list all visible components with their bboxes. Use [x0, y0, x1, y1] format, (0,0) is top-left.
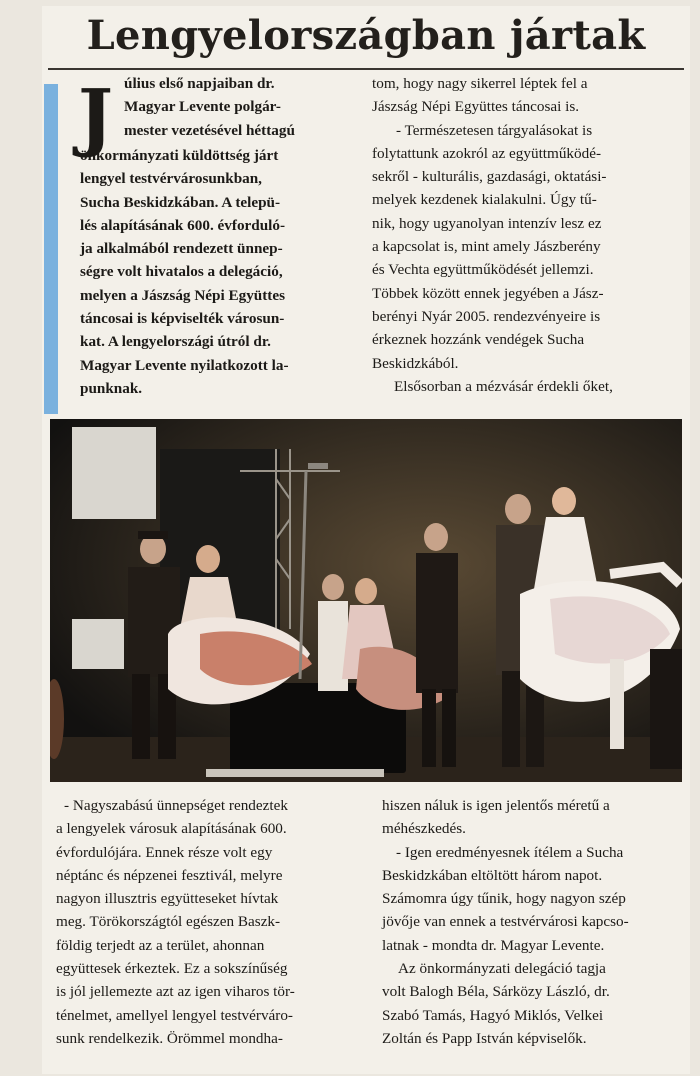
dance-photo-illustration	[50, 419, 682, 782]
lead-line: lengyel testvérvárosunkban,	[80, 170, 262, 188]
lead-column-top	[124, 72, 342, 142]
body-line: - Nagyszabású ünnepséget rendeztek	[64, 797, 288, 814]
body-line: és Vechta együttműködését jellemzi.	[372, 261, 594, 279]
body-line: a kapcsolat is, mint amely Jászberény	[372, 238, 601, 256]
body-line: Többek között ennek jegyében a Jász-	[372, 284, 604, 302]
lead-line: táncosai is képviselték városun-	[80, 310, 285, 328]
lead-line: Sucha Beskidzkában. A telepü-	[80, 193, 281, 211]
body-line: együttesek érkeztek. Ez a sokszínűség	[56, 960, 288, 978]
body-line: a lengyelek városuk alapításának 600.	[56, 820, 287, 838]
body-line: évfordulójára. Ennek része volt egy	[56, 843, 273, 861]
body-column-bottom-left	[56, 794, 356, 1050]
body-line: Számomra úgy tűnik, hogy nagyon szép	[382, 890, 626, 908]
drop-cap: J	[78, 74, 114, 160]
body-line: nagyon illusztris együtteseket hívtak	[56, 890, 279, 908]
body-line: - Természetesen tárgyalásokat is	[396, 121, 593, 139]
body-column-bottom-right	[382, 794, 684, 1050]
lead-line: punknak.	[80, 379, 143, 397]
title-rule	[48, 68, 684, 70]
article-title: Lengyelországban jártak	[86, 12, 646, 59]
body-line: hiszen náluk is igen jelentős méretű a	[382, 797, 610, 814]
body-line: volt Balogh Béla, Sárközy László, dr.	[382, 983, 610, 1001]
body-line: melyek kezdenek kialakulni. Úgy tű-	[372, 191, 597, 209]
body-line: meg. Törökországtól egészen Baszk-	[56, 913, 281, 931]
body-line: sunk rendelkezik. Örömmel mondha-	[56, 1029, 283, 1047]
body-line: Szabó Tamás, Hagyó Miklós, Velkei	[382, 1006, 604, 1024]
body-line: földig terjedt az a terület, ahonnan	[56, 936, 265, 954]
body-line: Jászság Népi Együttes táncosai is.	[372, 98, 580, 116]
accent-bar	[44, 84, 58, 414]
body-line: folytattunk azokról az együttműködé-	[372, 144, 602, 162]
lead-column	[80, 144, 342, 400]
body-line: latnak - mondta dr. Magyar Levente.	[382, 936, 605, 954]
body-line: tom, hogy nagy sikerrel léptek fel a	[372, 75, 588, 92]
lead-line: önkormányzati küldöttség járt	[80, 147, 279, 164]
body-line: érkeznek hozzánk vendégek Sucha	[372, 331, 585, 349]
body-line: is jól jellemezte azt az igen viharos tör-	[56, 983, 295, 1001]
lead-line: kat. A lengyelországi útról dr.	[80, 333, 271, 351]
body-line: Zoltán és Papp István képviselők.	[382, 1029, 587, 1047]
body-line: Elsősorban a mézvásár érdekli őket,	[394, 377, 613, 395]
lead-line: melyen a Jászság Népi Együttes	[80, 286, 286, 304]
lead-line: lés alapításának 600. évforduló-	[80, 216, 286, 234]
lead-line: Magyar Levente nyilatkozott la-	[80, 356, 289, 374]
body-column-top-right	[372, 72, 680, 398]
lead-line: ségre volt hivatalos a delegáció,	[80, 263, 283, 281]
dance-photo	[50, 419, 682, 782]
body-line: nik, hogy ugyanolyan intenzív lesz ez	[372, 214, 602, 232]
lead-line: úlius első napjaiban dr.	[124, 75, 275, 92]
body-line: Beskidzkából.	[372, 354, 459, 372]
body-line: méhészkedés.	[382, 820, 466, 838]
body-line: néptánc és népzenei fesztivál, melyre	[56, 866, 283, 884]
body-line: sekről - kulturális, gazdasági, oktatási-	[372, 168, 607, 186]
body-line: Beskidzkában eltöltött három napot.	[382, 866, 603, 884]
body-line: berényi Nyár 2005. rendezvényeire is	[372, 307, 601, 325]
body-line: jövője van ennek a testvérvárosi kapcso-	[382, 913, 629, 931]
lead-line: Magyar Levente polgár-	[124, 98, 281, 116]
lead-line: ja alkalmából rendezett ünnep-	[80, 240, 283, 258]
body-line: ténelmet, amellyel lengyel testvérváro-	[56, 1006, 293, 1024]
body-line: Az önkormányzati delegáció tagja	[398, 960, 606, 978]
body-line: - Igen eredményesnek ítélem a Sucha	[396, 843, 624, 861]
lead-line: mester vezetésével héttagú	[124, 121, 295, 139]
